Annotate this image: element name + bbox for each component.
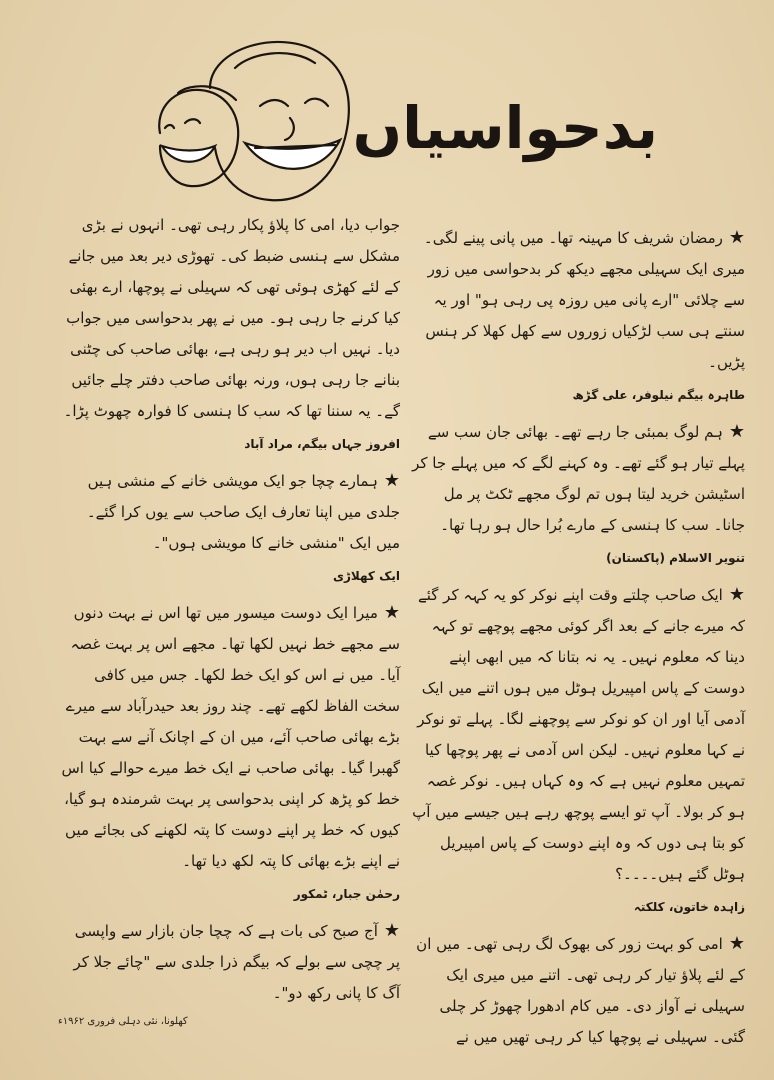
author-byline: افروز جہاں بیگم، مراد آباد [244, 437, 400, 451]
author-byline: طاہرہ بیگم نیلوفر، علی گڑھ [572, 388, 745, 402]
page-title: بدحواسیاں [352, 94, 658, 162]
author-byline: زاہدہ خاتون، کلکتہ [633, 900, 745, 914]
star-icon: ★ [728, 933, 745, 954]
anecdote-paragraph: ★امی کو بہت زور کی بھوک لگ رہی تھی۔ میں ان کے لئے پلاؤ تیار کر رہی تھی۔ اتنے میں میری ایک سہیلی نے آواز دی۔ میں کام ادھورا چھوڑ کر چلی گئی۔ سہیلی نے پوچھا کیا کر رہی تھیں میں نے [416, 933, 745, 1046]
star-icon: ★ [383, 470, 400, 491]
author-byline: ایک کھلاڑی [332, 569, 400, 583]
page-footer: کھلونا، نئی دہلی فروری ۱۹۶۲ء [58, 1016, 188, 1027]
anecdote-paragraph: ★آج صبح کی بات ہے کہ چچا جان بازار سے واپسی پر چچی سے بولے کہ بیگم ذرا جلدی سے "چائے جلا کر آگ کا پانی رکھ دو"۔ [73, 920, 400, 1002]
anecdote-paragraph: ★ہمارے چچا جو ایک مویشی خانے کے منشی ہیں جلدی میں اپنا تعارف ایک صاحب سے یوں کرا گئے۔ میں ایک "منشی خانے کا مویشی ہوں"۔ [86, 470, 400, 552]
right-column [410, 222, 745, 1057]
star-icon: ★ [728, 421, 745, 442]
anecdote-paragraph: ★ایک صاحب چلتے وقت اپنے نوکر کو یہ کہہ کر گئے کہ میرے جانے کے بعد اگر کوئی مجھے پوچھے تو کہہ دینا کہ معلوم نہیں۔ یہ نہ بتانا کہ میں ابھی اپنے دوست کے پاس امپیریل ہوٹل میں ہوں اتنے میں ایک آدمی آیا اور ان کو نوکر سے پوچھنے لگا۔ پہلے تو نوکر نے کہا معلوم نہیں۔ لیکن اس آدمی نے پھر پوچھا کیا تمہیں معلوم نہیں ہے کہ وہ کہاں ہیں۔ نوکر غصہ ہو کر بولا۔ آپ تو ایسے پوچھ رہے ہیں جیسے میں آپ کو بتا ہی دوں کہ وہ اپنے دوست کے پاس امپیریل ہوٹل گئے ہیں۔۔۔۔؟ [412, 584, 745, 883]
star-icon: ★ [728, 227, 745, 248]
star-icon: ★ [383, 602, 400, 623]
author-byline: رحمٰن جبار، ٹمکور [293, 887, 400, 901]
anecdote-paragraph: ★رمضان شریف کا مہینہ تھا۔ میں پانی پینے لگی۔ میری ایک سہیلی مجھے دیکھ کر بدحواسی میں زور سے چلائی "ارے پانی میں روزہ پی رہی ہو" اور یہ سنتے ہی سب لڑکیاں زوروں سے کھل کھلا کر ہنس پڑیں۔ [423, 227, 745, 371]
star-icon: ★ [728, 584, 745, 605]
anecdote-paragraph: جواب دیا، امی کا پلاؤ پکار رہی تھی۔ انہوں نے بڑی مشکل سے ہنسی ضبط کی۔ تھوڑی دیر بعد میں جانے کے لئے کھڑی ہوئی تھی کہ سہیلی نے پوچھا، ارے بھئی کیا کرنے جا رہی ہو۔ میں نے پھر بدحواسی میں جواب دیا۔ نہیں اب دیر ہو رہی ہے، بھائی صاحب کی چٹنی بنانے جا رہی ہوں، ورنہ بھائی صاحب دفتر چلے جائیں گے۔ یہ سننا تھا کہ سب کا ہنسی کا فوارہ چھوٹ پڑا۔ [63, 216, 400, 420]
laughing-faces-icon [140, 28, 380, 208]
anecdote-paragraph: ★میرا ایک دوست میسور میں تھا اس نے بہت دنوں سے مجھے خط نہیں لکھا تھا۔ مجھے اس پر بہت غصہ آیا۔ میں نے اس کو ایک خط لکھا۔ جس میں کافی سخت الفاظ لکھے تھے۔ چند روز بعد حیدرآباد سے میرے بڑے بھائی صاحب آئے، میں ان کے اچانک آنے سے بہت گھبرا گیا۔ بھائی صاحب نے ایک خط میرے حوالے کیا اس خط کو پڑھ کر اپنی بدحواسی پر بہت شرمندہ ہو گیا، کیوں کہ خط پر اپنے دوست کا پتہ لکھنے کی بجائے میں نے اپنے بڑے بھائی کا پتہ لکھ دیا تھا۔ [61, 602, 400, 870]
star-icon: ★ [383, 920, 400, 941]
author-byline: تنویر الاسلام (پاکستان) [606, 551, 745, 565]
left-column [60, 210, 400, 1013]
anecdote-paragraph: ★ہم لوگ بمبئی جا رہے تھے۔ بھائی جان سب سے پہلے تیار ہو گئے تھے۔ وہ کہنے لگے کہ میں پہلے جا کر اسٹیشن خرید لیتا ہوں تم لوگ مجھے ٹکٹ پر مل جانا۔ سب کا ہنسی کے مارے بُرا حال ہو رہا تھا۔ [412, 421, 745, 534]
